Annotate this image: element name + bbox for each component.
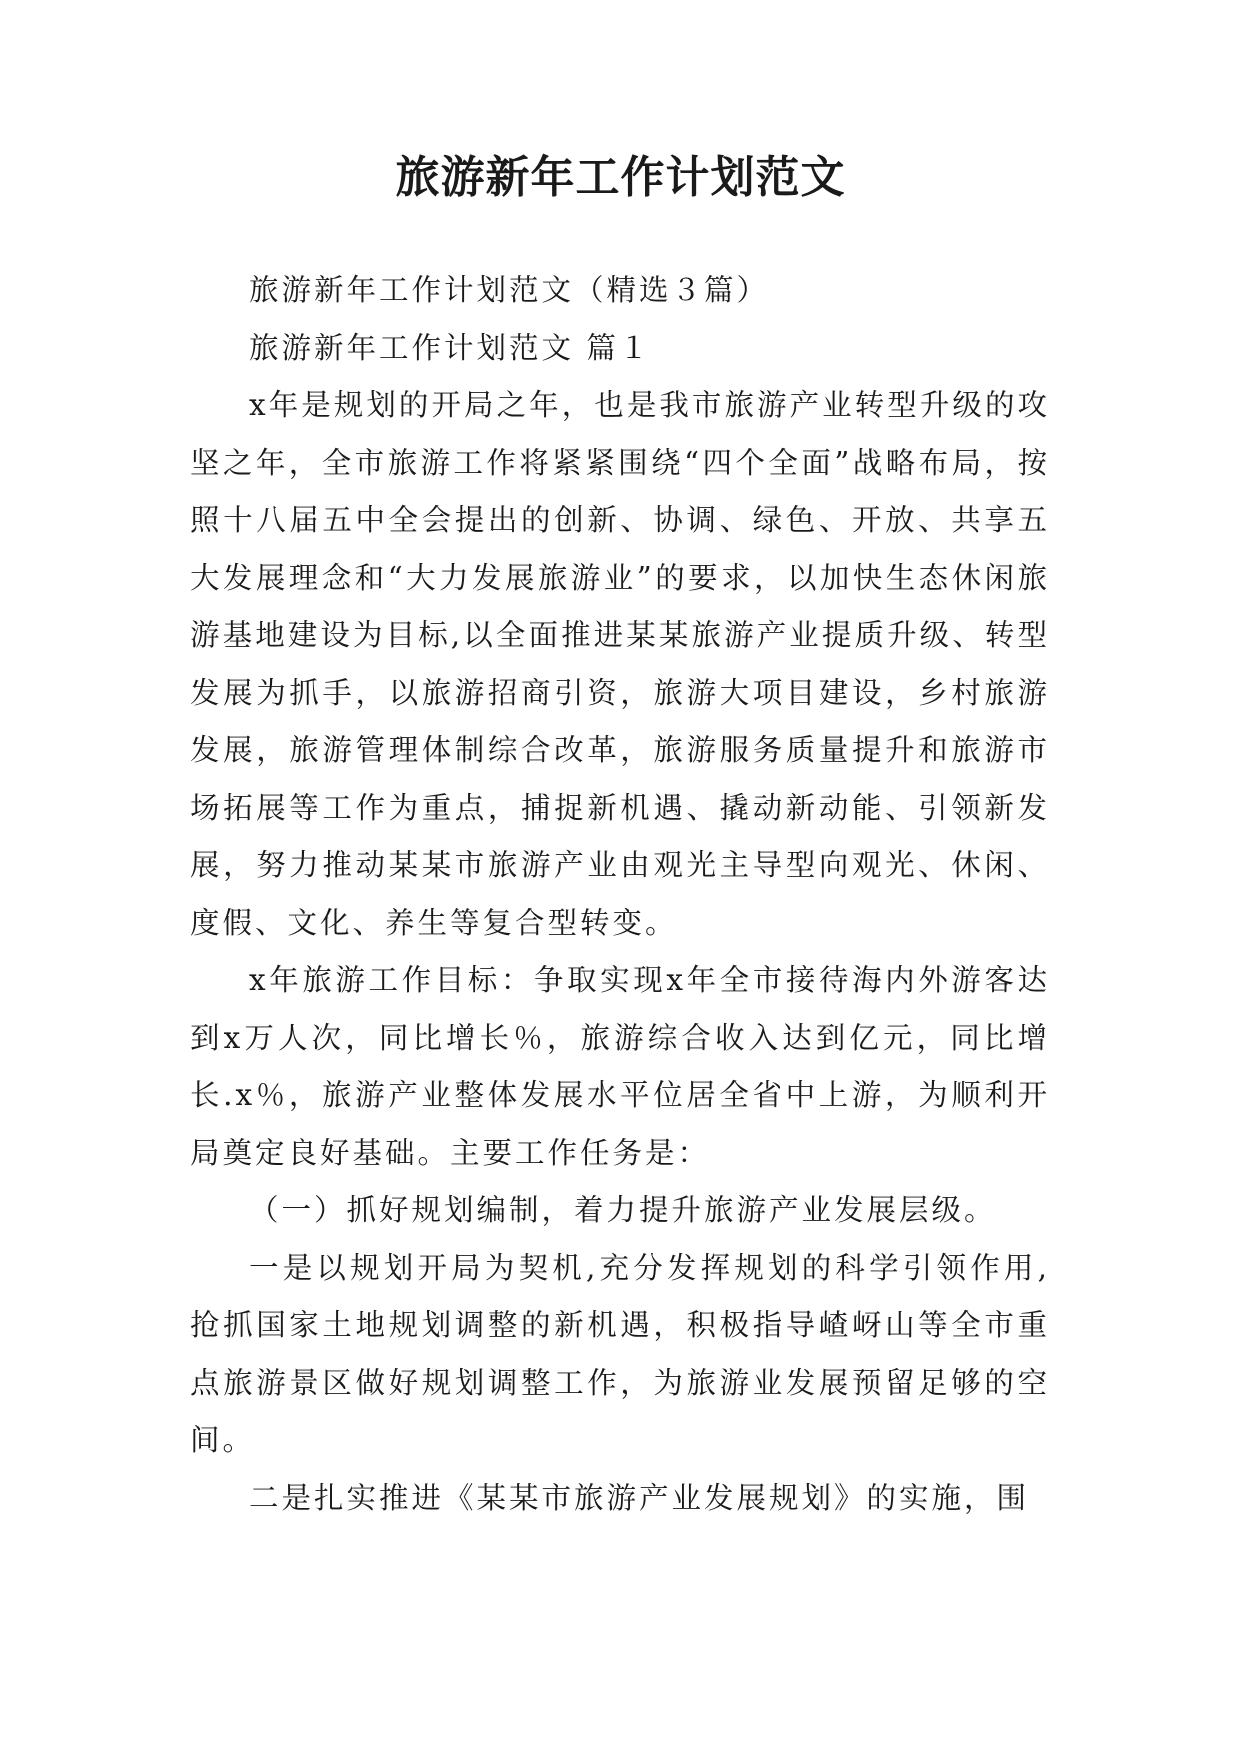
document-body: [190, 262, 1050, 1527]
paragraph-subtitle: 旅游新年工作计划范文（精选３篇）: [249, 273, 770, 307]
paragraph-goals: x年旅游工作目标：争取实现x年全市接待海内外游客达到x万人次，同比增长％，旅游综合收入达到亿元，同比增长.x％，旅游产业整体发展水平位居全省中上游，为顺利开局奠定良好基础。主要工作任务是：: [190, 963, 1050, 1170]
paragraph-task-one: 一是以规划开局为契机,充分发挥规划的科学引领作用,抢抓国家土地规划调整的新机遇，积极指导嵖岈山等全市重点旅游景区做好规划调整工作，为旅游业发展预留足够的空间。: [190, 1250, 1050, 1457]
paragraph-task-two: 二是扎实推进《某某市旅游产业发展规划》的实施，围: [249, 1480, 1030, 1515]
paragraph-section-heading: 旅游新年工作计划范文 篇１: [249, 330, 652, 365]
paragraph-task-heading: （一）抓好规划编制，着力提升旅游产业发展层级。: [249, 1193, 997, 1227]
paragraph-intro: x年是规划的开局之年，也是我市旅游产业转型升级的攻坚之年，全市旅游工作将紧紧围绕“四个全面”战略布局，按照十八届五中全会提出的创新、协调、绿色、开放、共享五大发展理念和“大力发展旅游业”的要求，以加快生态休闲旅游基地建设为目标,以全面推进某某旅游产业提质升级、转型发展为抓手，以旅游招商引资，旅游大项目建设，乡村旅游发展，旅游管理体制综合改革，旅游服务质量提升和旅游市场拓展等工作为重点，捕捉新机遇、撬动新动能、引领新发展，努力推动某某市旅游产业由观光主导型向观光、休闲、度假、文化、养生等复合型转变。: [190, 388, 1050, 940]
document-title: 旅游新年工作计划范文: [395, 152, 846, 203]
